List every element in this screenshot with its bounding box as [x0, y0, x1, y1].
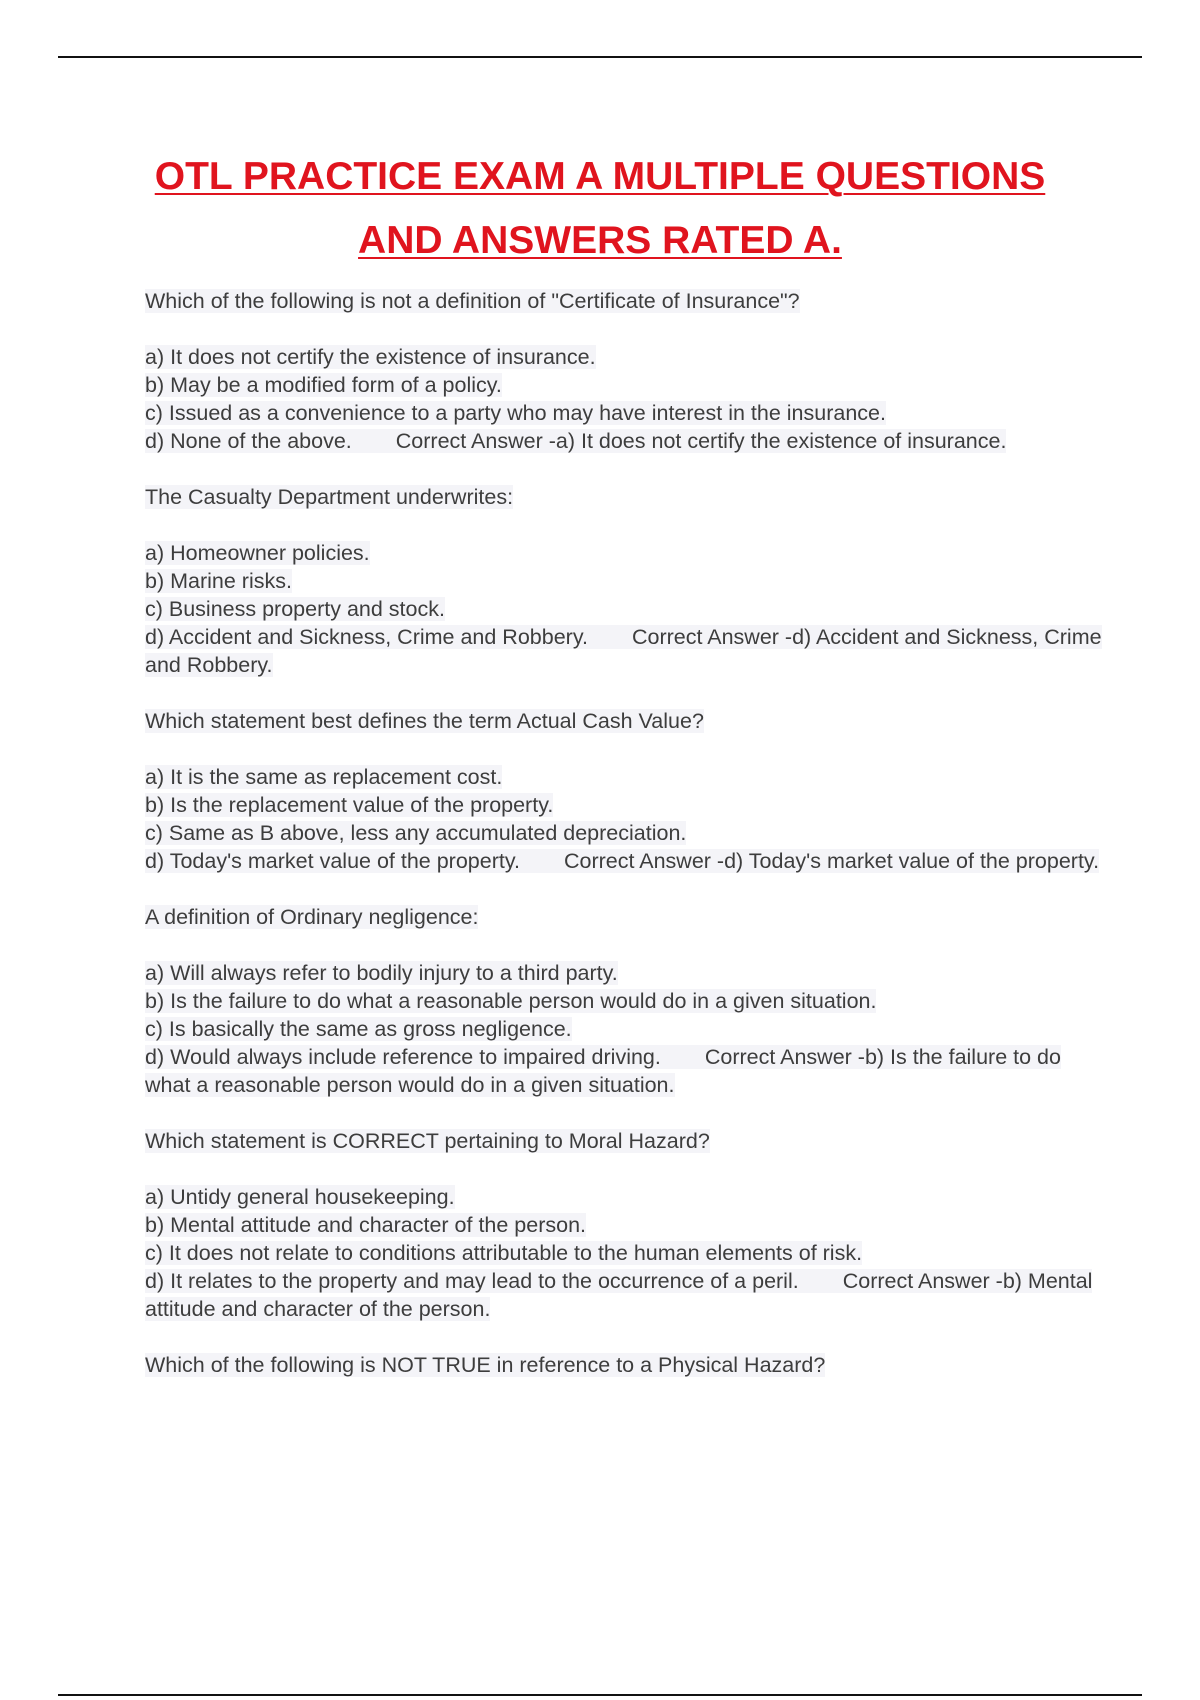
- question-text: Which statement is CORRECT pertaining to Moral Hazard?: [145, 1129, 710, 1153]
- question-text: Which of the following is NOT TRUE in reference to a Physical Hazard?: [145, 1353, 826, 1377]
- correct-answer: Correct Answer -d) Accident and Sickness, Crime and Robbery.: [145, 625, 1102, 677]
- option-d: d) Today's market value of the property.: [145, 849, 520, 873]
- document-title: [0, 145, 1200, 273]
- correct-answer: Correct Answer -b) Is the failure to do what a reasonable person would do in a given situation.: [145, 1045, 1061, 1097]
- question-block-6: [145, 1351, 1105, 1379]
- correct-answer: Correct Answer -b) Mental attitude and character of the person.: [145, 1269, 1093, 1321]
- option-c: c) Issued as a convenience to a party who may have interest in the insurance.: [145, 401, 886, 425]
- question-text: The Casualty Department underwrites:: [145, 485, 514, 509]
- option-d: d) Accident and Sickness, Crime and Robbery.: [145, 625, 588, 649]
- question-block-5: [145, 1127, 1105, 1323]
- option-c: c) Is basically the same as gross negligence.: [145, 1017, 572, 1041]
- bottom-rule: [58, 1694, 1142, 1696]
- question-block-4: [145, 903, 1105, 1099]
- question-list: [145, 287, 1105, 1407]
- option-a: a) Will always refer to bodily injury to a third party.: [145, 961, 618, 985]
- option-b: b) Marine risks.: [145, 569, 292, 593]
- option-a: a) It does not certify the existence of insurance.: [145, 345, 596, 369]
- option-c: c) It does not relate to conditions attributable to the human elements of risk.: [145, 1241, 863, 1265]
- option-d: d) Would always include reference to impaired driving.: [145, 1045, 661, 1069]
- option-a: a) Homeowner policies.: [145, 541, 370, 565]
- option-b: b) Is the replacement value of the property.: [145, 793, 554, 817]
- question-text: A definition of Ordinary negligence:: [145, 905, 479, 929]
- option-b: b) Mental attitude and character of the person.: [145, 1213, 587, 1237]
- question-text: Which statement best defines the term Actual Cash Value?: [145, 709, 704, 733]
- top-rule: [58, 56, 1142, 58]
- option-a: a) It is the same as replacement cost.: [145, 765, 503, 789]
- option-c: c) Same as B above, less any accumulated depreciation.: [145, 821, 687, 845]
- option-d: d) None of the above.: [145, 429, 352, 453]
- question-block-1: [145, 287, 1105, 455]
- option-c: c) Business property and stock.: [145, 597, 445, 621]
- option-d: d) It relates to the property and may lead to the occurrence of a peril.: [145, 1269, 799, 1293]
- correct-answer: Correct Answer -d) Today's market value of the property.: [563, 849, 1100, 873]
- question-text: Which of the following is not a definition of "Certificate of Insurance"?: [145, 289, 800, 313]
- option-b: b) Is the failure to do what a reasonable person would do in a given situation.: [145, 989, 877, 1013]
- question-block-2: [145, 483, 1105, 679]
- question-block-3: [145, 707, 1105, 875]
- option-b: b) May be a modified form of a policy.: [145, 373, 502, 397]
- option-a: a) Untidy general housekeeping.: [145, 1185, 455, 1209]
- correct-answer: Correct Answer -a) It does not certify the existence of insurance.: [395, 429, 1007, 453]
- title-line-2: AND ANSWERS RATED A.: [358, 219, 842, 262]
- title-line-1: OTL PRACTICE EXAM A MULTIPLE QUESTIONS: [154, 155, 1046, 198]
